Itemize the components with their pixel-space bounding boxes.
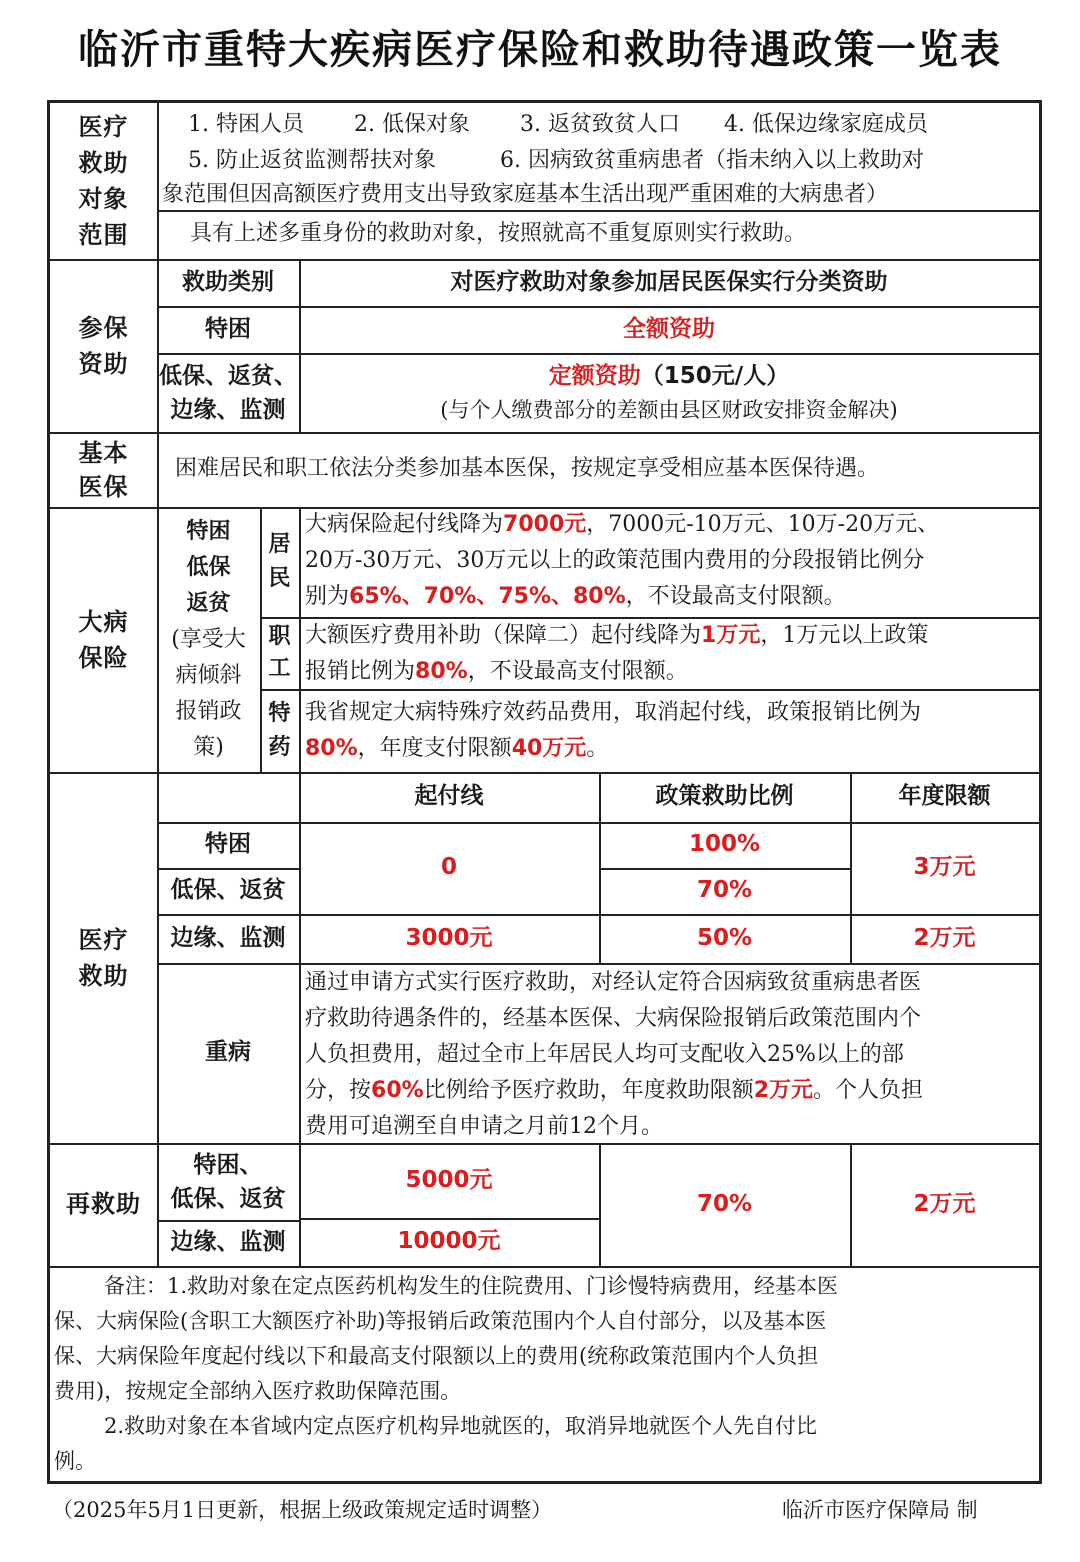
col-aid-ratio: 政策救助比例 <box>655 783 794 810</box>
re-aid-limit: 2万元 <box>913 1190 976 1217</box>
re-aid-label: 再救助 <box>66 1190 141 1219</box>
insurance-col-category: 救助类别 <box>182 268 274 295</box>
col-deductible: 起付线 <box>414 783 484 810</box>
remarks: 备注：1.救助对象在定点医药机构发生的住院费用、门诊慢特病费用，经基本医 保、大病保险(含职工大额医疗补助)等报销后政策范围内个人自付部分，以及基本医 保、大病保险年度起付线以下和最高支付限额以上的费用(统称政策范围内个人负担 费用)，按规定全部纳入医疗救助保障范围。 2.救助对象在本省域内定点医疗机构异地就医的，取消异地就医个人先自付比 例。 <box>54 1274 839 1473</box>
basic-insurance-text: 困难居民和职工依法分类参加基本医保，按规定享受相应基本医保待遇。 <box>175 456 880 481</box>
re-aid-row-1: 特困、 低保、返贫 <box>170 1151 286 1212</box>
insurance-row-dibao: 低保、返贫、 边缘、监测 <box>159 362 297 423</box>
critical-illness-label: 大病 保险 <box>78 607 129 672</box>
deductible-zero: 0 <box>440 854 457 881</box>
serious-illness-text: 通过申请方式实行医疗救助，对经认定符合因病致贫重病患者医 疗救助待遇条件的，经基本医保、大病保险报销后政策范围内个 人负担费用，超过全市上年居民人均可支配收入25%以上的部 分，按60%比例给予医疗救助，年度救助限额2万元。个人负担 费用可追溯至自申请之月前12个月。 <box>305 970 924 1139</box>
re-aid-ratio: 70% <box>696 1190 753 1217</box>
scope-label: 医疗 救助 对象 范围 <box>78 113 129 249</box>
footer-issuer: 临沂市医疗保障局 制 <box>782 1498 978 1522</box>
row-serious-illness: 重病 <box>205 1039 251 1066</box>
insurance-row-tekun: 特困 <box>205 315 251 342</box>
scope-line-1: 1. 特困人员 2. 低保对象 3. 返贫致贫人口 4. 低保边缘家庭成员 <box>188 112 928 137</box>
scope-line-2: 5. 防止返贫监测帮扶对象 6. 因病致贫重病患者（指未纳入以上救助对 <box>188 148 924 173</box>
policy-table <box>47 100 1042 1484</box>
col-annual-limit: 年度限额 <box>898 783 991 810</box>
limit-bianyuan: 2万元 <box>913 924 976 951</box>
special-drug-policy-text: 我省规定大病特殊疗效药品费用，取消起付线，政策报销比例为 80%，年度支付限额40万元。 <box>305 700 922 761</box>
row-tekun: 特困 <box>205 831 251 858</box>
scope-note: 具有上述多重身份的救助对象，按照就高不重复原则实行救助。 <box>190 221 807 246</box>
page-title: 临沂市重特大疾病医疗保险和救助待遇政策一览表 <box>78 27 1002 73</box>
insurance-col-desc: 对医疗救助对象参加居民医保实行分类资助 <box>450 268 888 295</box>
ratio-bianyuan: 50% <box>696 924 753 951</box>
critical-target-groups: 特困 低保 返贫 (享受大 病倾斜 报销政 策) <box>171 518 246 760</box>
deductible-bianyuan: 3000元 <box>405 924 493 951</box>
insurance-fixed-subsidy: 定额资助（150元/人） (与个人缴费部分的差额由县区财政安排资金解决) <box>440 362 898 422</box>
resident-label: 居 民 <box>268 532 291 591</box>
medical-aid-label: 医疗 救助 <box>78 925 129 990</box>
insurance-aid-label: 参保 资助 <box>78 313 129 378</box>
scope-line-3: 象范围但因高额医疗费用支出导致家庭基本生活出现严重困难的大病患者） <box>162 182 889 207</box>
re-aid-deductible-1: 5000元 <box>405 1166 493 1193</box>
re-aid-row-2: 边缘、监测 <box>170 1229 286 1256</box>
footer-update-note: （2025年5月1日更新，根据上级政策规定适时调整） <box>52 1498 553 1522</box>
insurance-full-subsidy: 全额资助 <box>623 315 715 342</box>
row-bianyuan-jiance: 边缘、监测 <box>170 924 286 951</box>
ratio-tekun: 100% <box>688 831 761 858</box>
resident-policy-text: 大病保险起付线降为7000元，7000元-10万元、10万-20万元、 20万-30万元、30万元以上的政策范围内费用的分段报销比例分 别为65%、70%、75%、80%，不设最高支付限额。 <box>305 512 940 609</box>
row-dibao-fanpin: 低保、返贫 <box>170 877 286 904</box>
basic-insurance-label: 基本 医保 <box>78 438 129 501</box>
worker-label: 职 工 <box>268 624 291 681</box>
re-aid-deductible-2: 10000元 <box>397 1228 501 1255</box>
special-drug-label: 特 药 <box>268 700 291 760</box>
worker-policy-text: 大额医疗费用补助（保障二）起付线降为1万元，1万元以上政策 报销比例为80%，不设最高支付限额。 <box>305 623 929 684</box>
ratio-dibao: 70% <box>696 877 753 904</box>
limit-tekun-dibao: 3万元 <box>913 854 976 881</box>
